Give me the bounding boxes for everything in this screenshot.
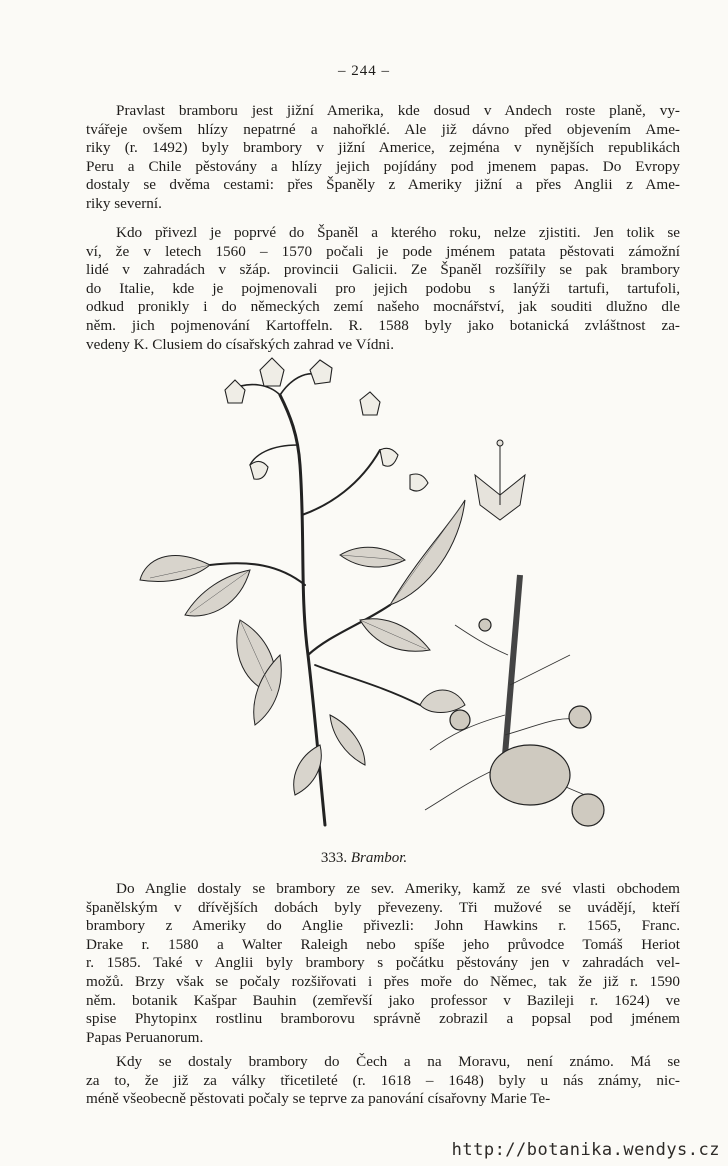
text-line: Kdo přivezl je poprvé do Španěl a kterého roku, nelze zjistiti. Jen tolik se — [116, 224, 680, 241]
text-line: Do Anglie dostaly se brambory ze sev. Ameriky, kamž ze své vlasti obchodem — [116, 880, 680, 897]
text-line: méně všeobecně pěstovati počaly se teprve za panování císařovny Marie Te- — [86, 1090, 551, 1108]
text-line: něm. jich pojmenování Kartoffeln. R. 1588 byly jako botanická zvláštnost za- — [86, 316, 680, 334]
text-line: riky (r. 1492) byly brambory v jižní Americe, zejména v nynějších republikách — [86, 139, 680, 157]
text-line: lidé v zahradách v sz̆áp. provincii Galicii. Ze Španěl rozšířily se pak brambory — [86, 261, 680, 279]
flower-section-detail — [475, 440, 525, 520]
paragraph-bohemia — [86, 1053, 680, 1109]
source-url: http://botanika.wendys.cz — [451, 1140, 720, 1160]
text-line: španělským v dřívějších dobách byly převezeny. Tři mužové se uvádějí, kteří — [86, 898, 680, 916]
text-line: r. 1585. Také v Anglii byly brambory s počátku pěstovány jen v zahradách vel- — [86, 954, 680, 972]
text-line: za to, že již za války třicetileté (r. 1618 – 1648) byly u nás známy, nic- — [86, 1071, 680, 1089]
text-line: tvářeje ovšem hlízy nepatrné a nahořklé. Ale již dávno před objevením Ame- — [86, 120, 680, 138]
caption-number: 333. — [320, 850, 348, 866]
tubers — [450, 619, 604, 826]
text-line: Pravlast bramboru jest jižní Amerika, kde dosud v Andech roste planě, vy- — [116, 102, 680, 119]
paragraph-england — [86, 880, 680, 1047]
paragraph-origin — [86, 102, 680, 214]
text-line: brambory z Ameriky do Anglie přivezli: John Hawkins r. 1565, Franc. — [86, 917, 680, 935]
text-line: Kdy se dostaly brambory do Čech a na Moravu, není známo. Má se — [116, 1053, 680, 1070]
page-number: – 244 – — [338, 63, 390, 79]
text-line: něm. botanik Kašpar Bauhin (zemřevší jako professor v Bazileji r. 1624) ve — [86, 991, 680, 1009]
text-line: Papas Peruanorum. — [86, 1028, 204, 1046]
text-line: ví, že v letech 1560 – 1570 počali je pode jménem patata pěstovati zámožní — [86, 242, 680, 260]
flowers — [225, 358, 428, 491]
text-line: vedeny K. Clusiem do císařských zahrad ve Vídni. — [86, 335, 395, 353]
paragraph-spain — [86, 224, 680, 354]
text-line: dostaly se dvěma cestami: přes Španěly z Ameriky jižní a přes Anglii z Ame- — [86, 176, 680, 194]
caption-title: Brambor. — [350, 850, 408, 866]
text-line: riky severní. — [86, 194, 162, 212]
figure-caption — [0, 850, 728, 867]
text-line: do Italie, kde je pojmenovali pro jejich podobu s lanýži tartufi, tartufoli, — [86, 279, 680, 297]
text-line: možů. Brzy však se počaly rozšiřovati i přes moře do Němec, tak že již r. 1590 — [86, 972, 680, 990]
text-line: Peru a Chile pěstovány a hlízy jejich pojídány pod jmenem papas. Do Evropy — [86, 157, 680, 175]
text-line: spise Phytopinx rostlinu bramborovu správně zobrazil a popsal pod jménem — [86, 1010, 680, 1028]
text-line: Drake r. 1580 a Walter Raleigh nebo spíše jeho průvodce Tomáš Heriot — [86, 935, 680, 953]
text-line: odkud pronikly i do německých zemí našeho mocnářství, jak souditi dlužno dle — [86, 298, 680, 316]
potato-plant-illustration — [130, 355, 630, 840]
